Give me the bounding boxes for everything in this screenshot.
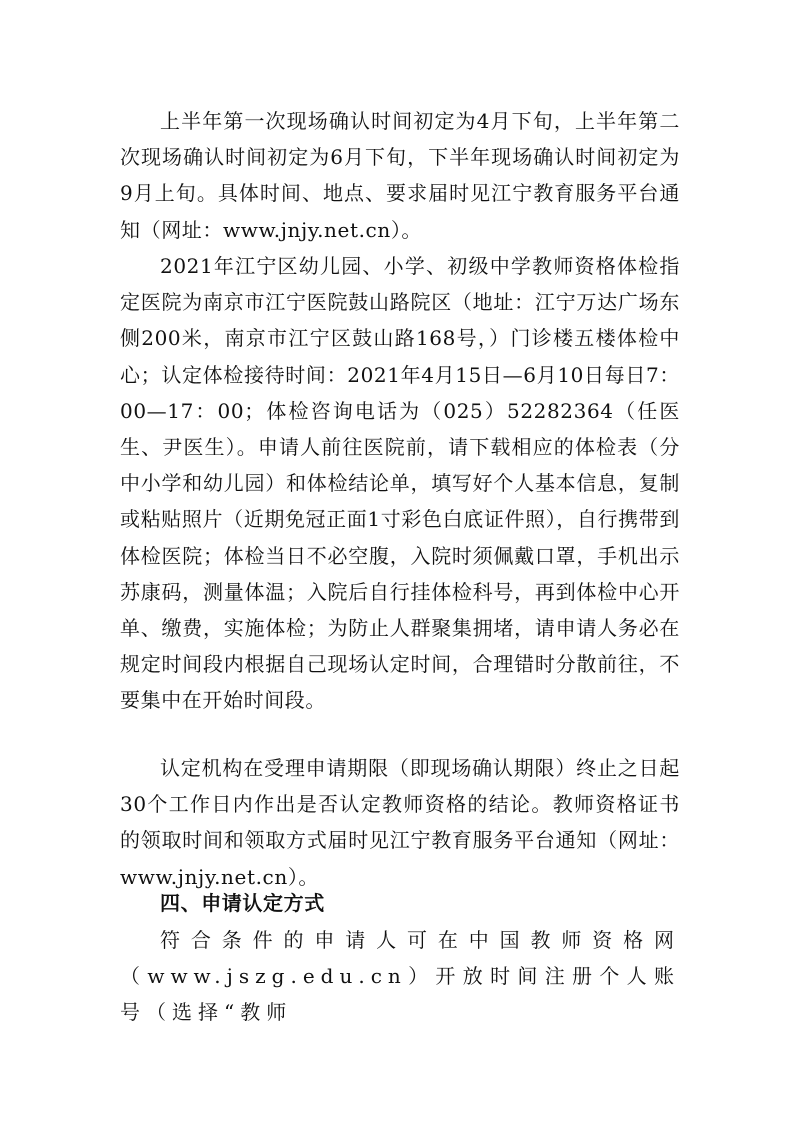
paragraph-application-method: 符合条件的申请人可在中国教师资格网（www.jszg.edu.cn）开放时间注册个人账号（选择“教师 [120, 928, 680, 1025]
paragraph-medical-exam: 2021年江宁区幼儿园、小学、初级中学教师资格体检指定医院为南京市江宁医院鼓山路院区（地址：江宁万达广场东侧200米，南京市江宁区鼓山路168号，）门诊楼五楼体检中心；认定体检接待时间：2021年4月15日—6月10日每日7：00—17：00；体检咨询电话为（025）52282364（任医生、尹医生）。申请人前往医院前，请下载相应的体检表（分中小学和幼儿园）和体检结论单，填写好个人基本信息，复制或粘贴照片（近期免冠正面1寸彩色白底证件照），自行携带到体检医院；体检当日不必空腹，入院时须佩戴口罩，手机出示苏康码，测量体温；入院后自行挂体检科号，再到体检中心开单、缴费，实施体检；为防止人群聚集拥堵，请申请人务必在规定时间段内根据自己现场认定时间，合理错时分散前往，不要集中在开始时间段。 [120, 254, 680, 713]
paragraph-certification-result: 认定机构在受理申请期限（即现场确认期限）终止之日起30个工作日内作出是否认定教师资格的结论。教师资格证书的领取时间和领取方式届时见江宁教育服务平台通知（网址：www.jnjy.net.cn）。 [120, 756, 680, 889]
paragraph-confirmation-schedule: 上半年第一次现场确认时间初定为4月下旬，上半年第二次现场确认时间初定为6月下旬，下半年现场确认时间初定为9月上旬。具体时间、地点、要求届时见江宁教育服务平台通知（网址：www.jnjy.net.cn）。 [120, 109, 680, 242]
section-heading: 四、申请认定方式 [160, 891, 325, 915]
